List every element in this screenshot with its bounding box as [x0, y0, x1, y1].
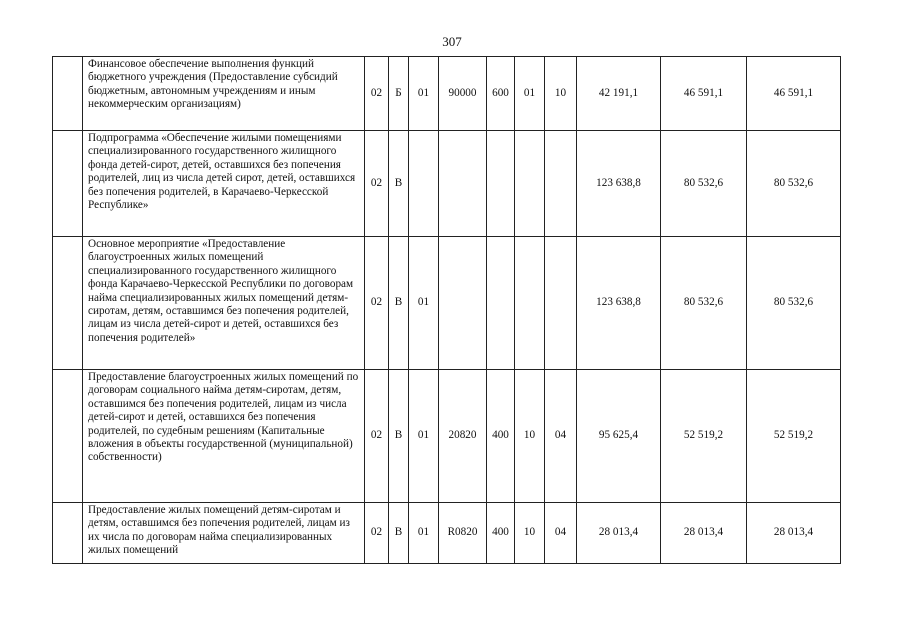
code-section — [515, 237, 545, 370]
code-subprogram: В — [389, 131, 409, 237]
table-row — [53, 57, 841, 131]
amount-year-2: 80 532,6 — [661, 131, 747, 237]
code-activity: 01 — [409, 237, 439, 370]
code-subprogram: Б — [389, 57, 409, 131]
code-expense-type: 600 — [487, 57, 515, 131]
amount-year-3: 52 519,2 — [747, 370, 841, 503]
code-section — [515, 131, 545, 237]
code-subprogram: В — [389, 503, 409, 564]
row-marker-cell — [53, 503, 83, 564]
row-description: Основное мероприятие «Предоставление благоустроенных жилых помещений специализированного государственного жилищного фонда Карачаево-Черкесской Республики по договорам найма специализированных жилых помещений детям-сиротам, детям, оставшимся без попечения родителей, лицам из числа детей-сирот и детей, оставшихся без попечения родителей» — [83, 237, 365, 370]
code-expense-type: 400 — [487, 370, 515, 503]
code-direction: 20820 — [439, 370, 487, 503]
amount-year-2: 52 519,2 — [661, 370, 747, 503]
row-marker-cell — [53, 370, 83, 503]
amount-year-2: 80 532,6 — [661, 237, 747, 370]
code-expense-type — [487, 131, 515, 237]
amount-year-2: 28 013,4 — [661, 503, 747, 564]
code-direction: 90000 — [439, 57, 487, 131]
code-activity: 01 — [409, 370, 439, 503]
amount-year-2: 46 591,1 — [661, 57, 747, 131]
table-row — [53, 503, 841, 564]
amount-year-1: 123 638,8 — [577, 237, 661, 370]
code-section: 10 — [515, 503, 545, 564]
amount-year-3: 46 591,1 — [747, 57, 841, 131]
code-program: 02 — [365, 370, 389, 503]
code-direction — [439, 131, 487, 237]
code-subsection: 04 — [545, 370, 577, 503]
amount-year-3: 28 013,4 — [747, 503, 841, 564]
amount-year-3: 80 532,6 — [747, 237, 841, 370]
code-subprogram: В — [389, 237, 409, 370]
code-program: 02 — [365, 131, 389, 237]
code-subsection — [545, 237, 577, 370]
amount-year-3: 80 532,6 — [747, 131, 841, 237]
row-marker-cell — [53, 57, 83, 131]
code-section: 10 — [515, 370, 545, 503]
table-row — [53, 131, 841, 237]
row-description: Предоставление жилых помещений детям-сиротам и детям, оставшимся без попечения родителей, лицам из их числа по договорам найма специализированных жилых помещений — [83, 503, 365, 564]
code-section: 01 — [515, 57, 545, 131]
code-activity: 01 — [409, 57, 439, 131]
code-subsection — [545, 131, 577, 237]
code-direction: R0820 — [439, 503, 487, 564]
row-description: Подпрограмма «Обеспечение жилыми помещениями специализированного государственного жилищного фонда детей-сирот, детей, оставшихся без попечения родителей, лиц из числа детей сирот, детей, оставшихся без попечения родителей, в Карачаево-Черкесской Республике» — [83, 131, 365, 237]
row-description: Финансовое обеспечение выполнения функций бюджетного учреждения (Предоставление субсидий бюджетным, автономным учреждениям и иным некоммерческим организациям) — [83, 57, 365, 131]
code-expense-type: 400 — [487, 503, 515, 564]
code-direction — [439, 237, 487, 370]
amount-year-1: 95 625,4 — [577, 370, 661, 503]
code-program: 02 — [365, 503, 389, 564]
code-activity — [409, 131, 439, 237]
code-activity: 01 — [409, 503, 439, 564]
page-number: 307 — [442, 34, 462, 49]
code-program: 02 — [365, 237, 389, 370]
code-subprogram: В — [389, 370, 409, 503]
table-row — [53, 237, 841, 370]
code-expense-type — [487, 237, 515, 370]
amount-year-1: 28 013,4 — [577, 503, 661, 564]
row-marker-cell — [53, 131, 83, 237]
amount-year-1: 123 638,8 — [577, 131, 661, 237]
code-subsection: 10 — [545, 57, 577, 131]
table-row — [53, 370, 841, 503]
budget-table — [52, 56, 841, 564]
amount-year-1: 42 191,1 — [577, 57, 661, 131]
row-marker-cell — [53, 237, 83, 370]
code-program: 02 — [365, 57, 389, 131]
row-description: Предоставление благоустроенных жилых помещений по договорам социального найма детям-сиротам, детям, оставшимся без попечения родителей, лицам из числа детей-сирот и детей, оставшихся без попечения родителей, по судебным решениям (Капитальные вложения в объекты государственной (муниципальной) собственности) — [83, 370, 365, 503]
code-subsection: 04 — [545, 503, 577, 564]
